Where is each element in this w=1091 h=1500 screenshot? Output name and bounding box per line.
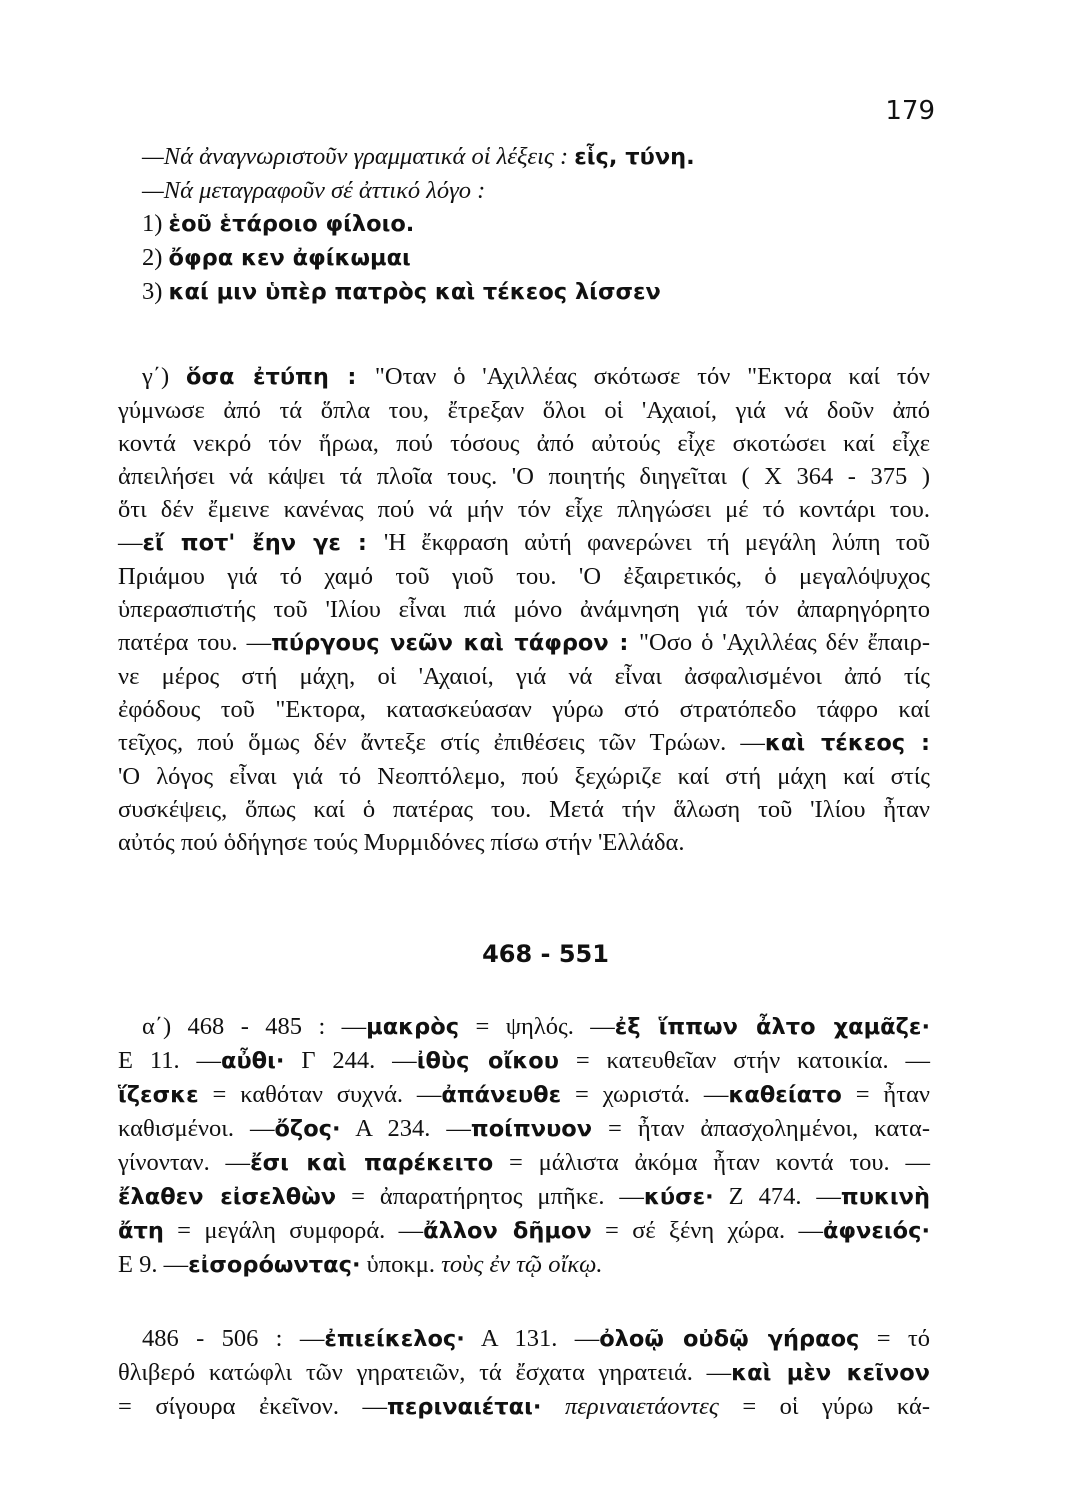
item-number: 1) [142,210,169,237]
text-line: ὑπερασπιστής τοῦ 'Ιλίου εἶναι πιά μόνο ἀνάμνηση γιά τόν ἀπαρηγόρητο [118,596,930,623]
text-span: = σίγουρα ἐκεῖνον. — [118,1393,388,1420]
text-span: — [118,529,143,556]
text-span: Ζ 474. — [713,1183,841,1210]
commentary-gamma [118,360,930,859]
bold-term: ἄτη [118,1218,164,1244]
text-span: = ἦταν [841,1081,930,1108]
bold-term: ἵζεσκε [118,1082,199,1108]
bold-term: ὀλοῷ οὐδῷ γήραος [599,1326,860,1352]
text-span: = χωριστά. — [561,1081,729,1108]
text-span: τεῖχος, πού ὅμως δέν ἄντεξε στίς ἐπιθέσεις τῶν Τρώων. — [118,729,765,756]
text-span: 'Η ἔκφραση αὐτή φανερώνει τή μεγάλη λύπη τοῦ [383,529,931,556]
text-span: = οἱ γύρω κά- [718,1393,930,1420]
text-span: θλιβερό κατώφλι τῶν γηρατειῶν, τά ἔσχατα γηρατειά. — [118,1359,732,1386]
text-line [118,1044,930,1078]
glossary-486-506 [118,1322,930,1424]
bold-term: μακρὸς [366,1014,460,1040]
item-number: 3) [142,278,169,305]
text-line [118,726,930,760]
text-line [118,526,930,560]
text-span: πατέρα του. — [118,629,272,656]
bold-term: ποίπνυον [470,1116,593,1142]
item-bold-text: ἑοῦ ἑτάροιο φίλοιο. [168,211,415,237]
text-line [118,1180,930,1214]
text-span: Ε 9. — [118,1251,189,1278]
glossary-alpha [118,1010,930,1282]
bold-term: εἰσορόωντας· [188,1252,361,1278]
italic-text: τοὺς ἐν τῷ οἴκῳ. [441,1251,603,1278]
text-line: ἐφόδους τοῦ "Εκτορα, κατασκεύασαν γύρω στό στρατόπεδο τάφρο καί [118,696,930,723]
exercise-item-2 [118,241,930,275]
text-line: γύμνωσε ἀπό τά ὅπλα του, ἔτρεξαν ὅλοι οἱ 'Αχαιοί, γιά νά δοῦν ἀπό [118,397,930,424]
text-span: = τό [859,1325,931,1352]
text-span: Α 131. — [464,1325,600,1352]
text-line: ὅτι δέν ἔμεινε κανένας πού νά μήν τόν εἶχε πληγώσει μέ τό κοντάρι του. [118,496,930,523]
text-span: = κατευθεῖαν στήν κατοικία. — [558,1047,931,1074]
bold-term: ἀφνειός· [822,1218,930,1244]
text-span: γίνονταν. — [118,1149,251,1176]
text-line [118,1112,930,1146]
text-span: "Οταν ὁ 'Αχιλλέας σκότωσε τόν "Εκτορα καί τόν [374,363,930,390]
text-line: συσκέψεις, ὅπως καί ὁ πατέρας του. Μετά τήν ἅλωση τοῦ 'Ιλίου ἦταν [118,796,930,823]
bold-term: αὖθι· [221,1048,285,1074]
text-line: ἀπειλήσει νά κάψει τά πλοῖα τους. 'Ο ποιητής διηγεῖται ( Χ 364 - 375 ) [118,463,930,490]
text-span: καθισμένοι. — [118,1115,275,1142]
item-number: 2) [142,244,169,271]
exercises-block [118,140,930,309]
text-line: Πριάμου γιά τό χαμό τοῦ γιοῦ του. 'Ο ἐξαιρετικός, ὁ μεγαλόψυχος [118,563,930,590]
text-span: γ΄) [142,363,186,390]
bold-term: ἐξ ἵππων ἆλτο χαμᾶζε· [614,1014,931,1040]
bold-term: κύσε· [643,1184,714,1210]
page-number: 179 [885,96,935,126]
exercise-item-3 [118,275,930,309]
text-line [118,1322,930,1356]
text-line [118,1146,930,1180]
exercise-line-1 [118,140,930,174]
item-bold-text: καί μιν ὑπὲρ πατρὸς καὶ τέκεος λίσσεν [168,279,661,305]
exercise-item-1 [118,207,930,241]
text-span: = μεγάλη συμφορά. — [163,1217,424,1244]
bold-term: καὶ τέκεος : [764,730,931,756]
bold-term: ἀπάνευθε [441,1082,562,1108]
item-bold-text: ὄφρα κεν ἀφίκωμαι [168,245,411,271]
bold-term: ἰθὺς οἴκου [416,1048,559,1074]
text-span: 486 - 506 : — [142,1325,325,1352]
bold-term: ἔσι καὶ παρέκειτο [250,1150,494,1176]
text-span: ὑποκμ. [360,1251,442,1278]
text-line [118,1356,930,1390]
bold-term: πύργους νεῶν καὶ τάφρον : [271,630,639,656]
bold-term: καθείατο [728,1082,842,1108]
text-span: = ψηλός. — [459,1013,615,1040]
text-span: = καθόταν συχνά. — [198,1081,442,1108]
text-span: = ἦταν ἀπασχολημένοι, κατα- [592,1115,930,1142]
bold-term: ὄζος· [274,1116,341,1142]
text-line: αὐτός πού ὁδήγησε τούς Μυρμιδόνες πίσω στήν 'Ελλάδα. [118,829,685,856]
bold-term: εἴ ποτ' ἔην γε : [142,530,384,556]
text-span [541,1393,565,1420]
text-line [118,1390,930,1424]
bold-term: ἄλλον δῆμον [423,1218,592,1244]
text-span: "Οσο ὁ 'Αχιλλέας δέν ἔπαιρ- [639,629,930,656]
bold-term: καὶ μὲν κεῖνον [731,1360,930,1386]
text-line [118,1078,930,1112]
text-span: Ε 11. — [118,1047,221,1074]
text-span: = σέ ξένη χώρα. — [591,1217,823,1244]
bold-term: ὅσα ἐτύπη : [185,364,375,390]
bold-term: περιναιέται· [387,1394,542,1420]
exercise-text: —Νά ἀναγνωριστοῦν γραμματικά οἱ λέξεις : [142,143,575,170]
text-span: α΄) 468 - 485 : — [142,1013,367,1040]
text-line [118,1010,930,1044]
text-span: = μάλιστα ἀκόμα ἦταν κοντά του. — [493,1149,931,1176]
section-heading: 468 - 551 [482,940,609,968]
bold-term: ἐπιείκελος· [324,1326,465,1352]
text-line [118,1248,930,1282]
text-line: νε μέρος στή μάχη, οἱ 'Αχαιοί, γιά νά εἶναι ἀσφαλισμένοι ἀπό τίς [118,663,930,690]
exercise-line-2: —Νά μεταγραφοῦν σέ ἀττικό λόγο : [142,177,486,204]
text-line [118,360,930,394]
text-line: 'Ο λόγος εἶναι γιά τό Νεοπτόλεμο, πού ξεχώριζε καί στή μάχη καί στίς [118,763,930,790]
italic-text: περιναιετάοντες [564,1393,719,1420]
text-line: κοντά νεκρό τόν ἥρωα, πού τόσους ἀπό αὐτούς εἶχε σκοτώσει καί εἶχε [118,430,930,457]
text-line [118,1214,930,1248]
bold-term: πυκινὴ [840,1184,930,1210]
text-span: = ἀπαρατήρητος μπῆκε. — [336,1183,644,1210]
text-span: Γ 244. — [284,1047,417,1074]
text-line [118,626,930,660]
text-span: Α 234. — [340,1115,471,1142]
bold-term: ἔλαθεν εἰσελθὼν [118,1184,337,1210]
exercise-bold-term: εἷς, τύνη. [574,144,695,170]
